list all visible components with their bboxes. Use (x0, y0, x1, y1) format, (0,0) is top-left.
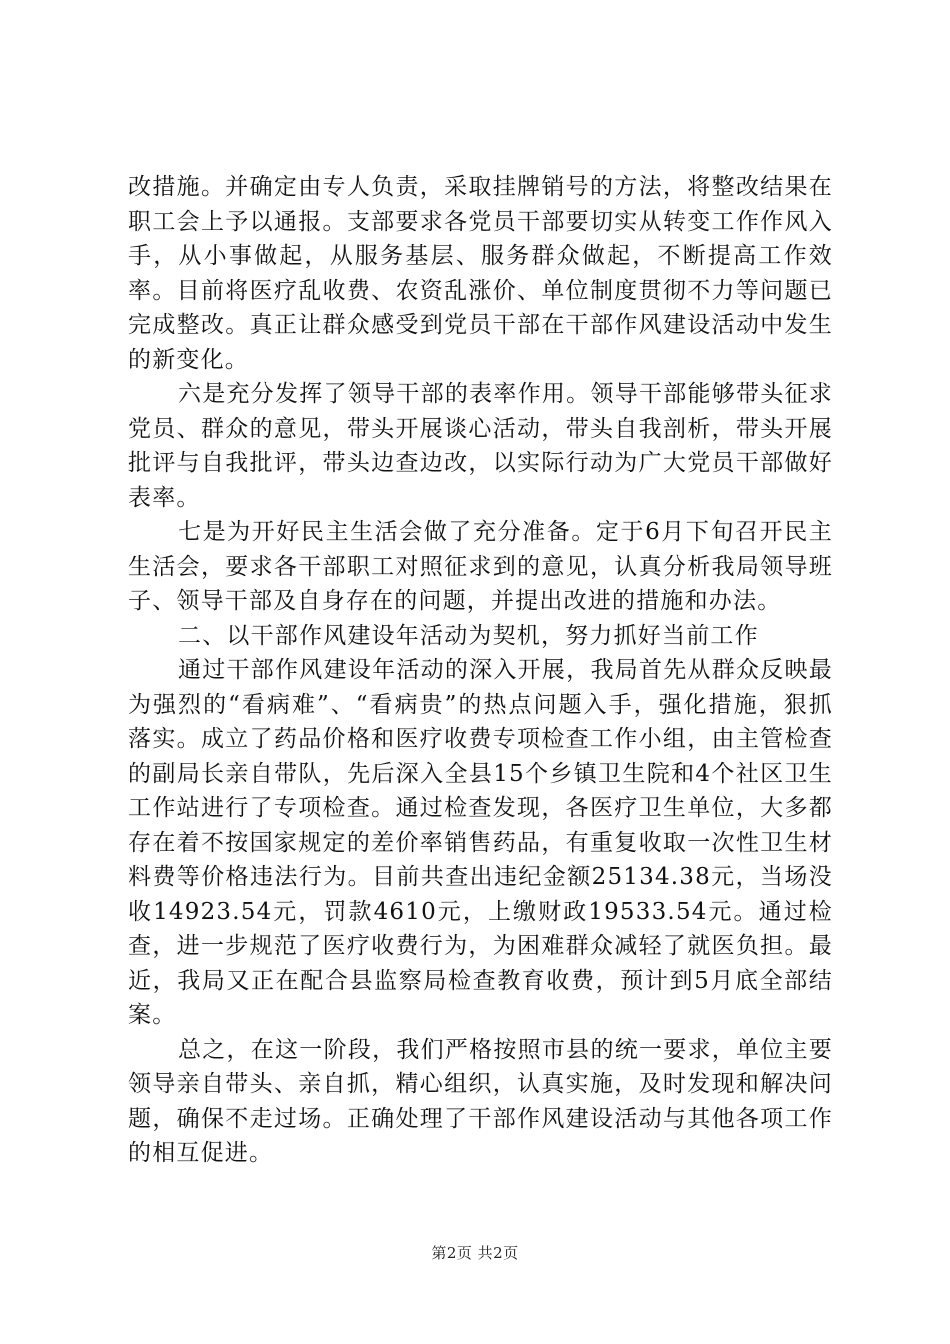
paragraph-six-leadership-example: 六是充分发挥了领导干部的表率作用。领导干部能够带头征求党员、群众的意见，带头开展谈心活动，带头自我剖析，带头开展批评与自我批评，带头边查边改，以实际行动为广大党员干部做好表率。 (128, 381, 833, 511)
paragraph-summary: 总之，在这一阶段，我们严格按照市县的统一要求，单位主要领导亲自带头、亲自抓，精心组织，认真实施，及时发现和解决问题，确保不走过场。正确处理了干部作风建设活动与其他各项工作的相互促进。 (128, 1036, 833, 1166)
paragraph-price-inspection: 通过干部作风建设年活动的深入开展，我局首先从群众反映最为强烈的“看病难”、“看病贵”的热点问题入手，强化措施，狠抓落实。成立了药品价格和医疗收费专项检查工作小组，由主管检查的副局长亲自带队，先后深入全县15个乡镇卫生院和4个社区卫生工作站进行了专项检查。通过检查发现，各医疗卫生单位，大多都存在着不按国家规定的差价率销售药品，有重复收取一次性卫生材料费等价格违法行为。目前共查出违纪金额25134.38元，当场没收14923.54元，罚款4610元，上缴财政19533.54元。通过检查，进一步规范了医疗收费行为，为困难群众减轻了就医负担。最近，我局又正在配合县监察局检查教育收费，预计到5月底全部结案。 (128, 657, 833, 1028)
section-heading-two: 二、以干部作风建设年活动为契机，努力抓好当前工作 (178, 622, 759, 649)
paragraph-seven-democratic-meeting: 七是为开好民主生活会做了充分准备。定于6月下旬召开民主生活会，要求各干部职工对照征求到的意见，认真分析我局领导班子、领导干部及自身存在的问题，并提出改进的措施和办法。 (128, 519, 833, 614)
document-body (128, 170, 833, 1171)
paragraph-continuation: 改措施。并确定由专人负责，采取挂牌销号的方法，将整改结果在职工会上予以通报。支部要求各党员干部要切实从转变工作作风入手，从小事做起，从服务基层、服务群众做起，不断提高工作效率。目前将医疗乱收费、农资乱涨价、单位制度贯彻不力等问题已完成整改。真正让群众感受到党员干部在干部作风建设活动中发生的新变化。 (128, 174, 833, 373)
page-footer-number: 第2页 共2页 (431, 1244, 519, 1262)
